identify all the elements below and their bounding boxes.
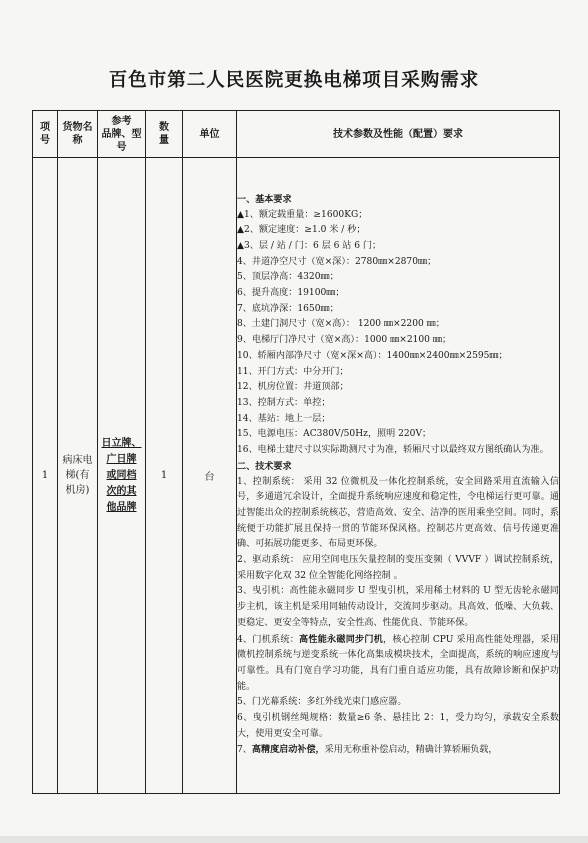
spec-line: 12、机房位置：井道顶部； <box>237 382 349 393</box>
spec-line: 4、井道净空尺寸（宽×深）：2780㎜×2870㎜； <box>237 256 437 267</box>
header-row <box>33 111 560 158</box>
spec-line: 8、土建门洞尺寸（宽×高）： 1200 ㎜×2200 ㎜； <box>237 319 445 330</box>
cell-quantity: 1 <box>146 158 183 794</box>
table-row <box>33 158 560 794</box>
spec-paragraph-door: 4、门机系统：高性能永磁同步门机，核心控制 CPU 采用高性能处理器，采用微机控制系统与逆变系统一体化高集成模块技术，全面提高，系统的响应速度与可靠性。具有门宽自学习功能，具有门重自适应功能，具有故障诊断和保护功能。 <box>237 633 559 692</box>
section-tech-heading: 二、技术要求 <box>237 460 292 472</box>
header-goods-name: 货物名 称 <box>58 111 98 158</box>
spec-paragraph-drive: 2、驱动系统： 应用空间电压矢量控制的变压变频（ VVVF ）调试控制系统，采用数字化双 32 位全智能化网络控制 。 <box>237 555 559 581</box>
page-bottom-edge <box>0 836 588 843</box>
spec-line: 9、电梯厅门净尺寸（宽×高）：1000 ㎜×2100 ㎜； <box>237 335 452 346</box>
section-basic-heading: 一、基本要求 <box>237 193 292 205</box>
spec-paragraph-rope: 6、曳引机钢丝绳规格：数量≥6 条、悬挂比 2：1，受力均匀，承载安全系数大，使用更安全可靠。 <box>237 713 559 739</box>
spec-line: ▲2、额定速度：≥1.0 米 / 秒； <box>237 225 366 236</box>
spec-line: 15、电源电压：AC380V/50Hz，照明 220V； <box>237 429 432 440</box>
document-title: 百色市第二人民医院更换电梯项目采购需求 <box>108 70 480 91</box>
header-quantity: 数 量 <box>146 111 183 158</box>
spec-paragraph-control: 1、控制系统： 采用 32 位微机及一体化控制系统，安全回路采用直流输入信号，多通道冗余设计，全面提升系统响应速度和稳定性，令电梯运行更可靠。通过智能出众的控制系统核芯，营造高效、安全、洁净的医用乘坐空间。同时，系统便于功能扩展且保持一贯的节能环保风格。控制芯片更高效、信号传递更准确、可拓展功能更多、布局更环保。 <box>237 476 559 550</box>
header-spec: 技术参数及性能（配置）要求 <box>237 111 560 158</box>
spec-line: ▲3、层 / 站 / 门：6 层 6 站 6 门； <box>237 240 382 251</box>
header-unit: 单位 <box>183 111 237 158</box>
spec-line: 11、开门方式：中分开门； <box>237 366 349 377</box>
spec-line: 7、底坑净深：1650㎜； <box>237 303 339 314</box>
spec-line: ▲1、额定载重量：≥1600KG； <box>237 209 368 220</box>
spec-line: 10、轿厢内部净尺寸（宽×深×高）：1400㎜×2400㎜×2595㎜； <box>237 350 508 361</box>
spec-line: 5、顶层净高：4320㎜； <box>237 272 339 283</box>
spec-paragraph-start-comp: 7、高精度启动补偿，采用无称重补偿启动，精确计算轿厢负载， <box>237 744 498 756</box>
spec-paragraph-light-curtain: 5、门光幕系统：多红外线光束门感应器。 <box>237 697 407 708</box>
cell-goods-name: 病床电 梯(有 机房) <box>58 158 98 794</box>
spec-paragraph-traction: 3、曳引机：高性能永磁同步 U 型曳引机，采用稀土材料的 U 型无齿轮永磁同步主机，该主机是采用同轴传动设计，交流同步驱动。具高效、低噪、大负载、更稳定、更安全等特点，安全性高、性能优良、节能环保。 <box>237 586 559 628</box>
spec-line: 14、基站：地上一层； <box>237 413 331 424</box>
spec-paragraph: 16、电梯土建尺寸以实际勘测尺寸为准，轿厢尺寸以最终双方图纸确认为准。 <box>237 445 549 456</box>
header-reference-brand: 参考 品牌、型 号 <box>98 111 146 158</box>
header-item-no: 项 号 <box>33 111 58 158</box>
cell-reference-brand: 日立牌、 广日牌 或同档 次的其 他品牌 <box>98 158 146 794</box>
spec-line: 6、提升高度：19100㎜； <box>237 288 345 299</box>
cell-item-no: 1 <box>33 158 58 794</box>
spec-line: 13、控制方式：单控； <box>237 397 331 408</box>
cell-spec <box>237 158 560 794</box>
procurement-table <box>32 110 560 794</box>
cell-unit: 台 <box>183 158 237 794</box>
